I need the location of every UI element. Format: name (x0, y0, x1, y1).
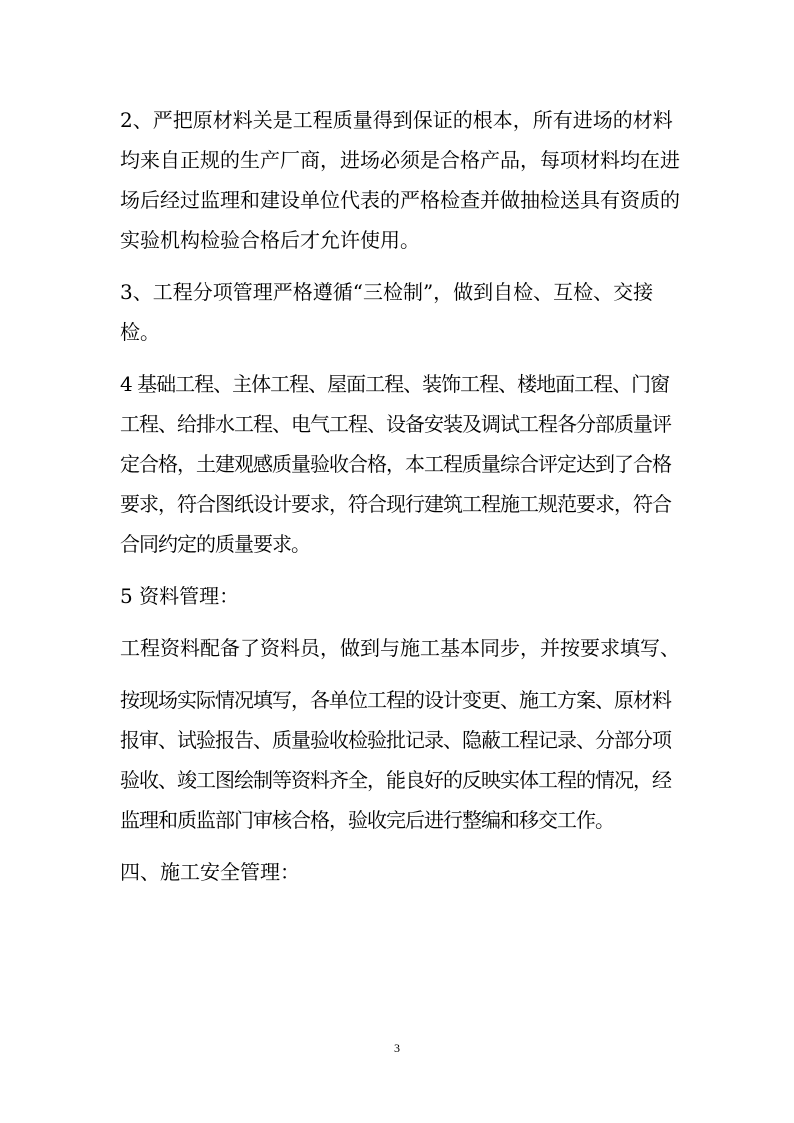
document-body (120, 100, 680, 904)
paragraph-data-records: 按现场实际情况填写，各单位工程的设计变更、施工方案、原材料报审、试验报告、质量验收检验批记录、隐蔽工程记录、分部分项验收、竣工图绘制等资料齐全，能良好的反映实体工程的情况，经监理和质监部门审核合格，验收完后进行整编和移交工作。 (120, 688, 671, 832)
paragraph-data-clerk: 工程资料配备了资料员，做到与施工基本同步，并按要求填写、 (120, 636, 680, 660)
page-number: 3 (394, 1041, 400, 1055)
paragraph-quality-evaluation: 4 基础工程、主体工程、屋面工程、装饰工程、楼地面工程、门窗工程、给排水工程、电气工程、设备安装及调试工程各分部质量评定合格，土建观感质量验收合格，本工程质量综合评定达到了合格要求，符合图纸设计要求，符合现行建筑工程施工规范要求，符合合同约定的质量要求。 (120, 372, 671, 556)
paragraph-three-inspection: 3、工程分项管理严格遵循“三检制”，做到自检、互检、交接检。 (120, 280, 654, 344)
heading-construction-safety: 四、施工安全管理： (120, 860, 300, 884)
paragraph-raw-material: 2、严把原材料关是工程质量得到保证的根本，所有进场的材料均来自正规的生产厂商，进场必须是合格产品，每项材料均在进场后经过监理和建设单位代表的严格检查并做抽检送具有资质的实验机构检验合格后才允许使用。 (120, 108, 680, 252)
heading-data-management: 5 资料管理： (120, 584, 240, 608)
